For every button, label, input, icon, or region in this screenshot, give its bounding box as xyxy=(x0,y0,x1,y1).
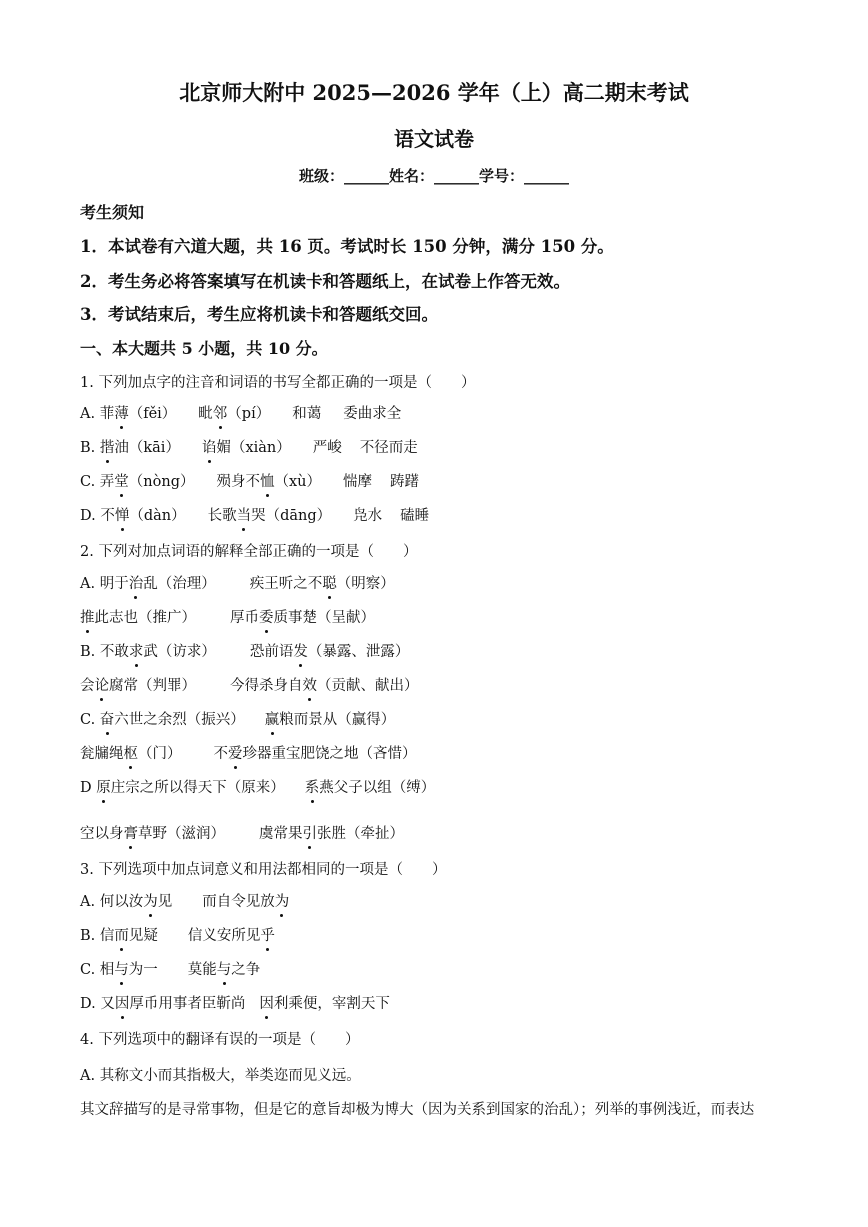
q2-option-c-line-2: 瓮牖绳枢（门） 不爱珍器重宝肥饶之地（吝惜） xyxy=(80,742,417,763)
q2-option-a-line-1: A. 明于治乱（治理） 疾王听之不聪（明察） xyxy=(80,572,395,593)
exam-title: 北京师大附中 2025—2026 学年（上）高二期末考试 xyxy=(179,80,689,105)
q2-option-d-line-1: D 原庄宗之所以得天下（原来） 系燕父子以组（缚） xyxy=(80,776,435,797)
q2-option-c-line-1: C. 奋六世之余烈（振兴） 赢粮而景从（赢得） xyxy=(80,708,395,729)
notice-item-1: 1．本试卷有六道大题，共 16 页。考试时长 150 分钟，满分 150 分。 xyxy=(80,237,614,256)
q3-option-c: C. 相与为一 莫能与之争 xyxy=(80,958,260,979)
q3-option-a: A. 何以汝为见 而自令见放为 xyxy=(80,890,289,911)
student-info-line: 班级：______姓名：______学号：______ xyxy=(298,167,569,185)
q4-option-a-translation: 其文辞描写的是寻常事物，但是它的意旨却极为博大（因为关系到国家的治乱）；列举的事例浅近，而表达 xyxy=(80,1102,755,1118)
q2-option-b-line-1: B. 不敢求武（访求） 恐前语发（暴露、泄露） xyxy=(80,640,409,661)
q4-stem: 4. 下列选项中的翻译有误的一项是（ ） xyxy=(80,1032,360,1048)
q4-option-a: A. 其称文小而其指极大，举类迩而见义远。 xyxy=(80,1068,361,1084)
q1-option-c: C. 弄堂（nòng） 殒身不恤（xù） 惴摩 踌躇 xyxy=(80,470,419,491)
q1-option-b: B. 揩油（kāi） 谄媚（xiàn） 严峻 不径而走 xyxy=(80,436,418,457)
notice-heading: 考生须知 xyxy=(80,203,145,222)
exam-subtitle: 语文试卷 xyxy=(394,127,474,151)
section-1-heading: 一、本大题共 5 小题，共 10 分。 xyxy=(80,339,328,358)
notice-item-3: 3．考试结束后，考生应将机读卡和答题纸交回。 xyxy=(80,305,438,324)
q1-stem: 1. 下列加点字的注音和词语的书写全都正确的一项是（ ） xyxy=(80,375,476,391)
q2-option-b-line-2: 会论腐常（判罪） 今得杀身自效（贡献、献出） xyxy=(80,674,419,695)
q1-option-d: D. 不惮（dàn） 长歌当哭（dāng） 凫水 磕睡 xyxy=(80,504,429,525)
q3-stem: 3. 下列选项中加点词意义和用法都相同的一项是（ ） xyxy=(80,862,447,878)
notice-item-2: 2．考生务必将答案填写在机读卡和答题纸上，在试卷上作答无效。 xyxy=(80,272,570,291)
q3-option-d: D. 又因厚币用事者臣靳尚 因利乘便，宰割天下 xyxy=(80,992,390,1013)
q1-option-a: A. 菲薄（fěi） 毗邻（pí） 和蔼 委曲求全 xyxy=(80,402,401,423)
q3-option-b: B. 信而见疑 信义安所见乎 xyxy=(80,924,275,945)
q2-stem: 2. 下列对加点词语的解释全部正确的一项是（ ） xyxy=(80,544,418,560)
q2-option-d-line-2: 空以身膏草野（滋润） 虞常果引张胜（牵扯） xyxy=(80,822,404,843)
q2-option-a-line-2: 推此志也（推广） 厚币委质事楚（呈献） xyxy=(80,606,375,627)
